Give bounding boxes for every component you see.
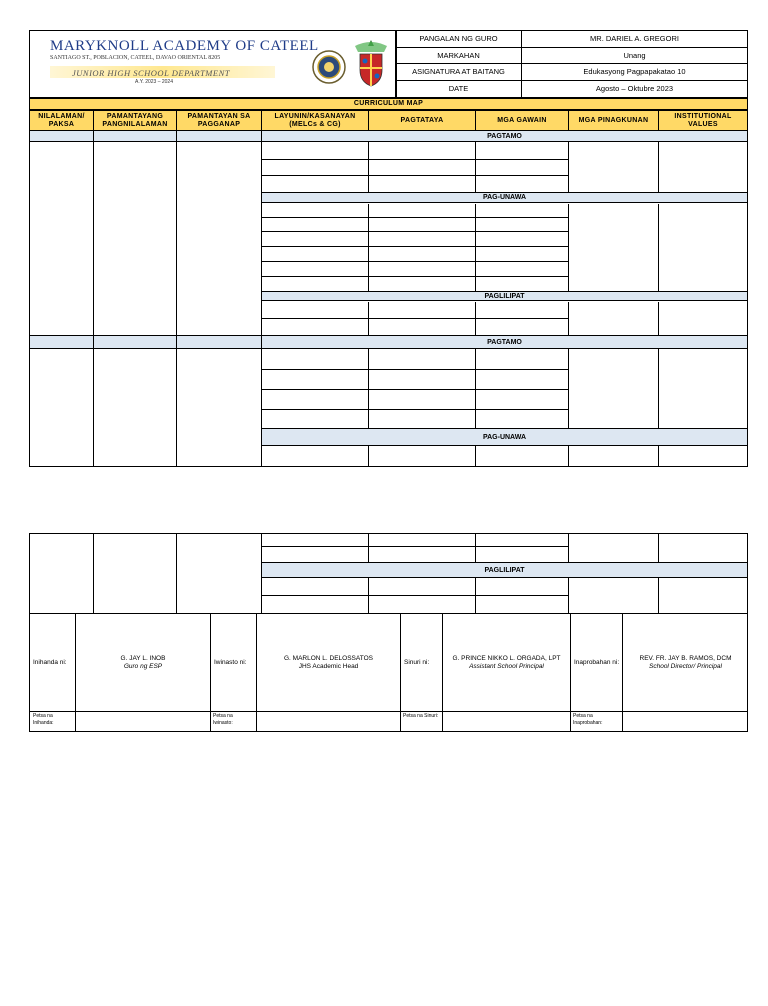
prepared-by-block <box>76 614 210 711</box>
section2-left-band <box>30 336 261 349</box>
reviewed-by-block <box>257 614 400 711</box>
prepared-by-name: G. JAY L. INOB <box>120 654 166 662</box>
reviewed-by-name: G. MARLON L. DELOSSATOS <box>284 654 373 662</box>
approved-by-title: School Director/ Principal <box>649 662 722 670</box>
info-label-subject: ASIGNATURA AT BAITANG <box>412 67 505 76</box>
checked-by-name: G. PRINCE NIKKO L. ORGADA, LPT <box>452 654 561 662</box>
info-label-date: DATE <box>448 84 469 93</box>
date-approved-label: Petsa na Inaprobahan: <box>573 713 603 726</box>
header-institutional-values: INSTITUTIONAL VALUES <box>658 110 748 131</box>
band-pagtamo-1: PAGTAMO <box>262 131 747 142</box>
checked-by-block <box>443 614 570 711</box>
approved-by-label: Inaprobahan ni: <box>574 658 620 666</box>
date-reviewed-label: Petsa na Iwinasto: <box>213 713 233 726</box>
prepared-by-label: Inihanda ni: <box>33 658 67 666</box>
header-layunin: LAYUNIN/KASANAYAN (MELCs & CG) <box>261 110 369 131</box>
school-address: SANTIAGO ST., POBLACION, CATEEL, DAVAO ORIENTAL 8205 <box>50 55 221 61</box>
reviewed-by-title: JHS Academic Head <box>298 662 359 670</box>
diocese-seal-icon <box>350 38 392 88</box>
header-nilalaman: NILALAMAN/ PAKSA <box>29 110 94 131</box>
department-name: JUNIOR HIGH SCHOOL DEPARTMENT <box>72 68 230 78</box>
approved-by-name: REV. FR. JAY B. RAMOS, DCM <box>639 654 732 662</box>
school-year: A.Y. 2023 – 2024 <box>135 79 173 85</box>
band-paglilipat-1: PAGLILIPAT <box>262 292 747 301</box>
band-paglilipat-2: PAGLILIPAT <box>262 563 747 578</box>
reviewed-by-label: Iwinasto ni: <box>214 658 247 666</box>
header-pamantayan-sa-pagganap: PAMANTAYAN SA PAGGANAP <box>176 110 262 131</box>
section1-left-band <box>30 131 261 142</box>
prepared-by-title: Guro ng ESP <box>123 662 163 670</box>
info-value-teacher: MR. DARIEL A. GREGORI <box>590 34 679 43</box>
date-prepared-label: Petsa na Inihanda: <box>33 713 54 726</box>
date-checked-label: Petsa na Sinuri: <box>403 713 439 719</box>
info-value-subject: Edukasyong Pagpapakatao 10 <box>583 67 686 76</box>
checked-by-title: Assistant School Principal <box>469 662 544 670</box>
info-value-date: Agosto – Oktubre 2023 <box>595 84 674 93</box>
header-mga-gawain: MGA GAWAIN <box>475 110 569 131</box>
band-pagtamo-2: PAGTAMO <box>262 336 747 349</box>
band-pag-unawa-2: PAG-UNAWA <box>262 429 747 446</box>
info-value-quarter: Unang <box>623 51 646 60</box>
header-pagtataya: PAGTATAYA <box>368 110 476 131</box>
info-label-quarter: MARKAHAN <box>437 51 480 60</box>
checked-by-label: Sinuri ni: <box>404 658 430 666</box>
info-label-teacher: PANGALAN NG GURO <box>419 34 498 43</box>
header-pamantayang-pangnilalaman: PAMANTAYANG PANGNILALAMAN <box>93 110 177 131</box>
band-pag-unawa-1: PAG-UNAWA <box>262 193 747 203</box>
curriculum-map-title: CURRICULUM MAP <box>29 98 748 110</box>
approved-by-block <box>623 614 748 711</box>
school-name: MARYKNOLL ACADEMY OF CATEEL <box>50 38 319 54</box>
header-mga-pinagkunan: MGA PINAGKUNAN <box>568 110 659 131</box>
school-seal-icon <box>312 50 346 84</box>
